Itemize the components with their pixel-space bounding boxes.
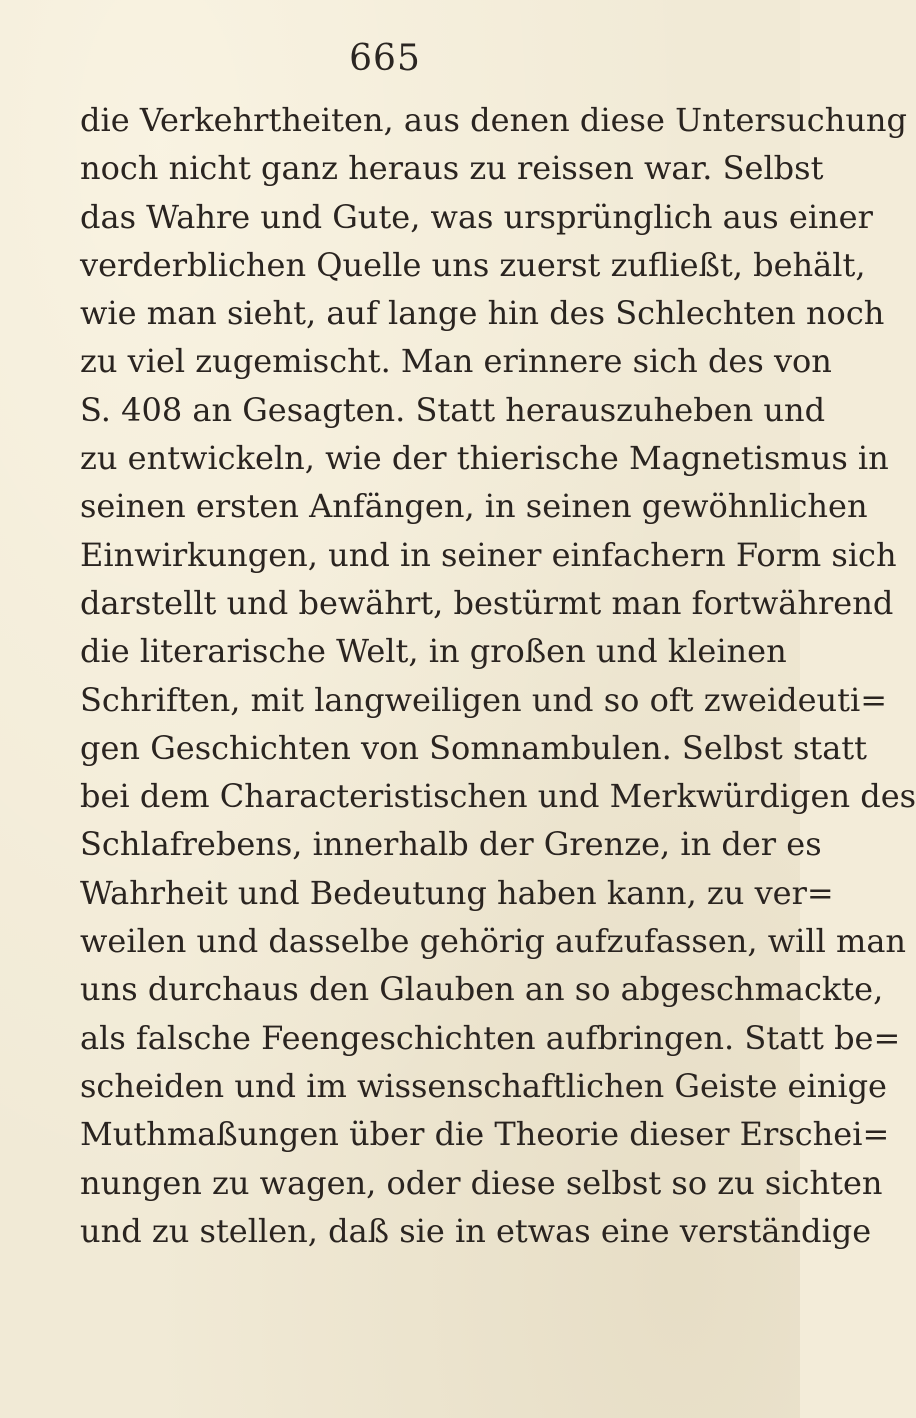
text-line: die literarische Welt, in großen und kleinen: [80, 632, 787, 671]
text-line: das Wahre und Gute, was ursprünglich aus einer: [80, 197, 873, 236]
text-line: Schriften, mit langweiligen und so oft zweideuti=: [80, 680, 888, 719]
text-line: zu viel zugemischt. Man erinnere sich des von: [80, 342, 832, 381]
text-line: darstellt und bewährt, bestürmt man fortwährend: [80, 583, 894, 622]
text-line: als falsche Feengeschichten aufbringen. Statt be=: [80, 1018, 901, 1057]
text-line: zu entwickeln, wie der thierische Magnetismus in: [80, 439, 889, 478]
text-line: scheiden und im wissenschaftlichen Geiste einige: [80, 1066, 887, 1105]
text-line: und zu stellen, daß sie in etwas eine verständige: [80, 1211, 872, 1250]
text-line: die Verkehrtheiten, aus denen diese Untersuchung: [80, 101, 908, 139]
text-line: Wahrheit und Bedeutung haben kann, zu ver=: [80, 873, 834, 912]
text-line: Einwirkungen, und in seiner einfachern Form sich: [80, 535, 897, 574]
text-line: noch nicht ganz heraus zu reissen war. Selbst: [80, 149, 824, 188]
text-line: wie man sieht, auf lange hin des Schlechten noch: [80, 294, 885, 333]
text-line: Muthmaßungen über die Theorie dieser Erschei=: [80, 1115, 890, 1154]
text-line: S. 408 an Gesagten. Statt herauszuheben und: [80, 390, 826, 429]
text-line: seinen ersten Anfängen, in seinen gewöhnlichen: [80, 487, 868, 526]
text-line: Schlafrebens, innerhalb der Grenze, in der es: [80, 825, 822, 864]
body-text: [80, 96, 916, 1255]
text-line: gen Geschichten von Somnambulen. Selbst statt: [80, 728, 868, 767]
text-line: bei dem Characteristischen und Merkwürdigen des: [80, 777, 916, 816]
text-line: weilen und dasselbe gehörig aufzufassen, will man: [80, 922, 906, 961]
text-line: uns durchaus den Glauben an so abgeschmackte,: [80, 970, 884, 1009]
text-line: verderblichen Quelle uns zuerst zufließt, behält,: [80, 245, 866, 284]
page-number: 665: [349, 38, 421, 79]
text-line: nungen zu wagen, oder diese selbst so zu sichten: [80, 1163, 883, 1202]
